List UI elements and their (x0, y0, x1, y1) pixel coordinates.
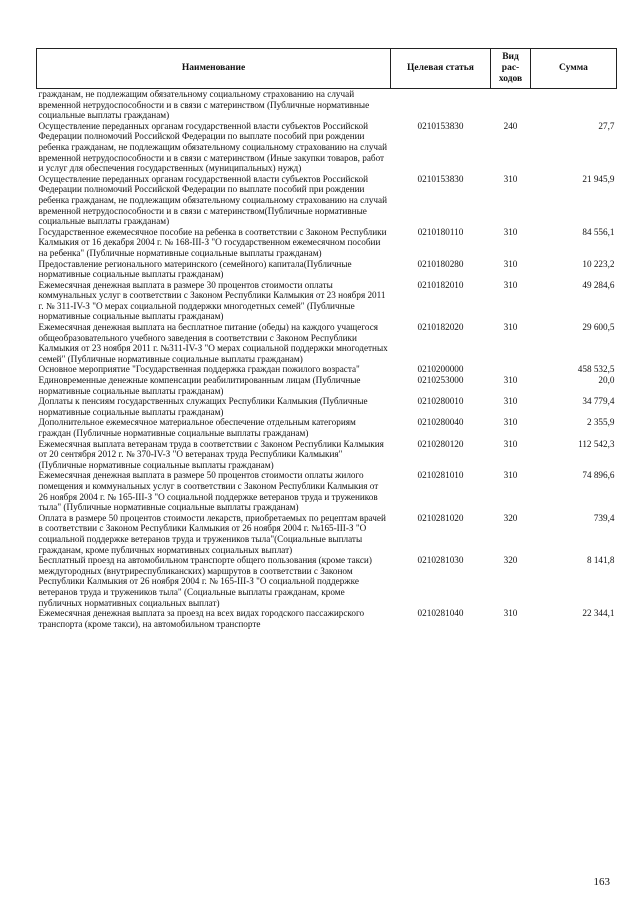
row-code: 0210280040 (417, 417, 464, 428)
header-sum: Сумма (531, 49, 617, 89)
row-vid: 310 (503, 173, 518, 184)
row-sum: 10 223,2 (582, 258, 615, 269)
row-vid: 310 (503, 470, 518, 481)
row-code: 0210253000 (417, 375, 464, 386)
table-header (37, 49, 617, 89)
table-row (37, 470, 617, 512)
header-name: Наименование (37, 49, 391, 89)
row-code (391, 89, 491, 121)
row-sum: 84 556,1 (582, 226, 615, 237)
row-sum: 49 284,6 (582, 279, 615, 290)
row-vid: 310 (503, 258, 518, 269)
row-vid (491, 364, 531, 375)
document-sheet (36, 48, 616, 629)
row-name: гражданам, не подлежащим обязательному социальному страхованию на случай временной нетрудоспособности и в связи с материнством (Публичные нормативные социальные выплаты гражданам) (38, 89, 370, 121)
header-vid: Вид рас-ходов (491, 49, 531, 89)
row-code: 0210153830 (417, 120, 464, 131)
budget-table (36, 48, 617, 629)
row-sum: 739,4 (593, 512, 615, 523)
row-code: 0210182020 (417, 322, 464, 333)
table-row (37, 375, 617, 396)
row-sum: 27,7 (598, 120, 615, 131)
table-row (37, 121, 617, 174)
row-name: Бесплатный проезд на автомобильном транспорте общего пользования (кроме такси) междугородных (внутриреспубликанских) маршрутов в соответствии с Законом Республики Калмыкия от 26 ноября 2004 г. № 165-III-З "О социальной поддержке ветеранов труда и тружеников тыла" (Социальные выплаты гражданам, кроме публичных нормативных социальных выплат) (38, 555, 372, 608)
row-name: Ежемесячная денежная выплата на бесплатное питание (обеды) на каждого учащегося общеобразовательного учебного заведения в соответствии с Законом Республики Калмыкия от 23 ноября 2011 г. №311-IV-З "О мерах социальной поддержки многодетных семей" (Публичные нормативные социальные выплаты гражданам) (38, 322, 388, 364)
row-code: 0210182010 (417, 279, 464, 290)
row-code: 0210180280 (417, 258, 464, 269)
row-sum: 22 344,1 (582, 608, 615, 619)
row-sum: 74 896,6 (582, 470, 615, 481)
row-vid: 310 (503, 375, 518, 386)
row-vid: 310 (503, 417, 518, 428)
table-row (37, 439, 617, 471)
header-code: Целевая статья (391, 49, 491, 89)
row-sum: 34 779,4 (582, 396, 615, 407)
row-name: Осуществление переданных органам государственной власти субъектов Российской Федерации полномочий Российской Федерации по выплате пособий при рождении ребенка гражданам, не подлежащим обязательному социальному страхованию на случай временной нетрудоспособности и в связи с материнством(Публичные нормативные социальные выплаты гражданам) (38, 173, 388, 227)
row-name: Единовременные денежные компенсации реабилитированным лицам (Публичные нормативные социальные выплаты гражданам) (38, 375, 361, 396)
row-vid: 320 (503, 555, 518, 566)
table-row (37, 174, 617, 227)
table-row (37, 555, 617, 608)
row-vid (491, 89, 531, 121)
row-code: 0210200000 (417, 364, 464, 375)
row-code: 0210280010 (417, 396, 464, 407)
table-row (37, 364, 617, 375)
row-vid: 310 (503, 396, 518, 407)
row-name: Ежемесячная выплата ветеранам труда в соответствии с Законом Республики Калмыкия от 20 сентября 2012 г. № 370-IV-З "О ветеранах труда Республики Калмыкия" (Публичные нормативные социальные выплаты гражданам) (38, 438, 384, 470)
row-name: Дополнительное ежемесячное материальное обеспечение отдельным категориям граждан (Публичные нормативные социальные выплаты гражданам) (38, 417, 356, 438)
row-sum: 20,0 (598, 375, 615, 386)
row-code: 0210281010 (417, 470, 464, 481)
row-sum: 112 542,3 (578, 438, 615, 449)
table-row (37, 89, 617, 121)
row-vid: 310 (503, 322, 518, 333)
row-code: 0210281030 (417, 555, 464, 566)
row-code: 0210281020 (417, 512, 464, 523)
row-name: Осуществление переданных органам государственной власти субъектов Российской Федерации полномочий Российской Федерации по выплате пособий при рождении ребенка гражданам, не подлежащим обязательному социальному страхованию на случай временной нетрудоспособности и в связи с материнством (Иные закупки товаров, работ и услуг для обеспечения государственных (муниципальных) нужд) (38, 120, 388, 174)
table-row (37, 280, 617, 322)
page-number: 163 (593, 876, 610, 888)
table-row (37, 396, 617, 417)
row-code: 0210281040 (417, 608, 464, 619)
table-row (37, 608, 617, 629)
row-vid: 310 (503, 279, 518, 290)
row-name: Основное мероприятие "Государственная поддержка граждан пожилого возраста" (38, 364, 360, 375)
table-row (37, 322, 617, 364)
table-row (37, 513, 617, 555)
row-vid: 320 (503, 512, 518, 523)
row-name: Предоставление регионального материнского (семейного) капитала(Публичные нормативные социальные выплаты гражданам) (38, 258, 352, 280)
table-row (37, 417, 617, 438)
row-code: 0210153830 (417, 173, 464, 184)
row-name: Оплата в размере 50 процентов стоимости лекарств, приобретаемых по рецептам врачей в соответствии с Законом Республики Калмыкия от 26 ноября 2004 г. №165-III-З "О социальной поддержке ветеранов труда и тружеников тыла"(Социальные выплаты гражданам, кроме публичных нормативных социальных выплат) (38, 512, 386, 555)
row-code: 0210280120 (417, 438, 464, 449)
row-sum: 29 600,5 (582, 322, 615, 333)
row-vid: 310 (503, 438, 518, 449)
table-row (37, 227, 617, 259)
row-code: 0210180110 (417, 226, 464, 237)
table-row (37, 259, 617, 280)
row-sum: 2 355,9 (586, 417, 615, 428)
row-sum (531, 89, 617, 121)
row-sum: 458 532,5 (577, 364, 615, 375)
row-name: Ежемесячная денежная выплата за проезд на всех видах городского пассажирского транспорта (кроме такси), на автомобильном транспорте (38, 608, 365, 629)
row-vid: 310 (503, 608, 518, 619)
row-name: Государственное ежемесячное пособие на ребенка в соответствии с Законом Республики Калмыкия от 16 декабря 2004 г. № 168-III-З "О государственном ежемесячном пособии на ребенка" (Публичные нормативные социальные выплаты гражданам) (38, 226, 387, 258)
row-name: Ежемесячная денежная выплата в размере 30 процентов стоимости оплаты коммунальных услуг в соответствии с Законом Республики Калмыкия от 23 ноября 2011 г. № 311-IV-З "О мерах социальной поддержки многодетных семей" (Публичные нормативные социальные выплаты гражданам) (38, 279, 386, 322)
row-name: Доплаты к пенсиям государственных служащих Республики Калмыкия (Публичные нормативные социальные выплаты гражданам) (38, 396, 368, 417)
row-sum: 8 141,8 (586, 555, 615, 566)
row-name: Ежемесячная денежная выплата в размере 50 процентов стоимости оплаты жилого помещения и коммунальных услуг в соответствии с Законом Республики Калмыкия от 26 ноября 2004 г. № 165-III-З "О социальной поддержке ветеранов труда и тружеников тыла" (Публичные нормативные социальные выплаты гражданам) (38, 470, 379, 513)
row-vid: 240 (503, 120, 518, 131)
row-vid: 310 (503, 226, 518, 237)
row-sum: 21 945,9 (582, 173, 615, 184)
